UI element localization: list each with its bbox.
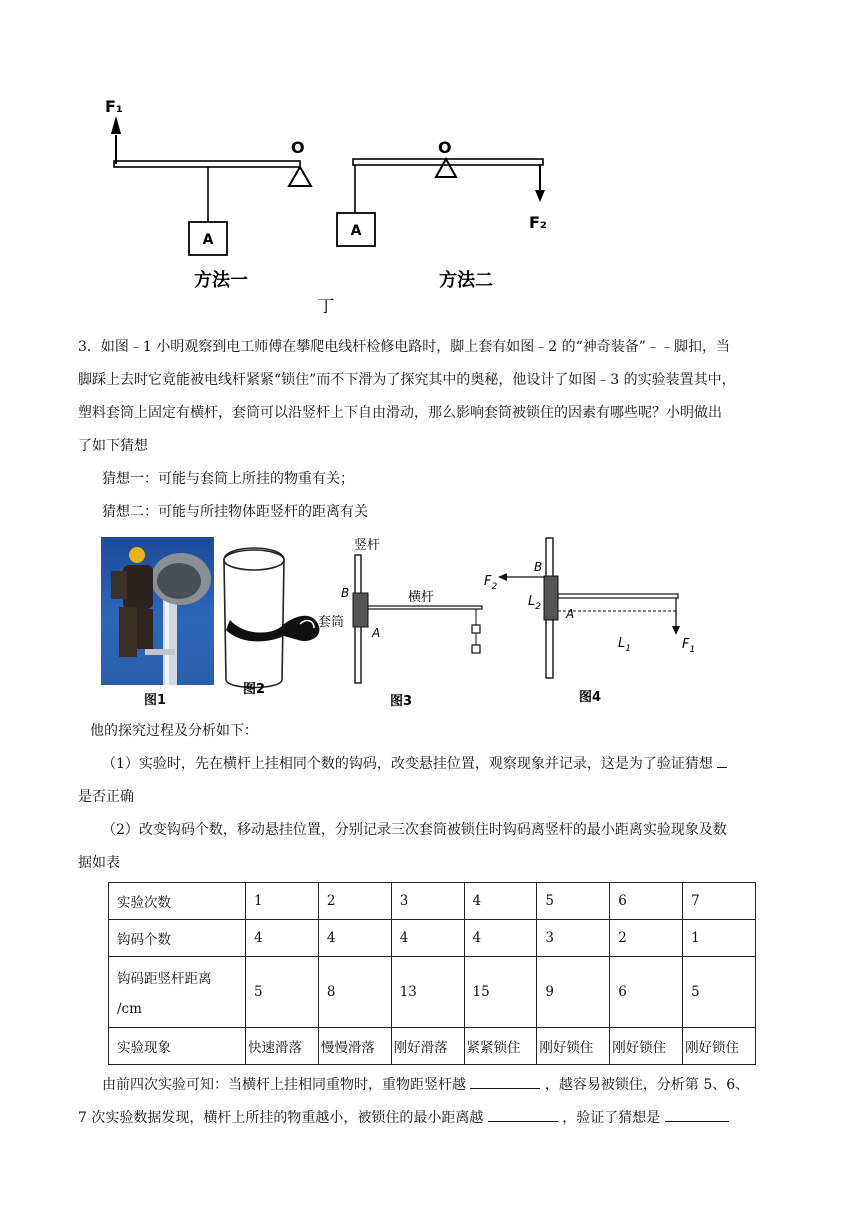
table-cell: 6	[610, 957, 683, 1028]
table-cell: 慢慢滑落	[318, 1028, 391, 1065]
table-cell: 5	[246, 957, 319, 1028]
table-cell: 8	[318, 957, 391, 1028]
conclusion-text	[78, 1069, 782, 1135]
fig4-l1-label: $L_1$	[618, 636, 631, 654]
question-text	[78, 331, 782, 529]
table-row	[109, 1028, 756, 1065]
fulcrum1-icon	[289, 167, 311, 186]
table-cell: 15	[464, 957, 537, 1028]
fig3-weight-1	[472, 625, 480, 633]
fulcrum2-icon	[436, 159, 456, 177]
question-number: 3．	[78, 339, 101, 355]
table-cell: 2	[318, 883, 391, 920]
table-header-cell: 钩码个数	[109, 920, 246, 957]
table-cell: 2	[610, 920, 683, 957]
table-cell: 7	[683, 883, 756, 920]
answer-blank-guess[interactable]	[717, 753, 727, 768]
f2-label: F₂	[529, 213, 547, 232]
fig3-bar	[368, 606, 482, 609]
conclusion-line2: 7 次实验数据发现，横杆上所挂的物重越小，被锁住的最小距离越 ，验证了猜想是	[78, 1102, 782, 1135]
method1-label: 方法一	[194, 270, 248, 291]
process-p1-line2: 是否正确	[78, 789, 134, 805]
experiment-table	[108, 882, 756, 1065]
table-cell: 4	[464, 920, 537, 957]
fig3-b-label: B	[341, 586, 350, 600]
o2-label: O	[438, 138, 452, 157]
lineman-icon	[101, 537, 214, 685]
box-a2-label: A	[350, 223, 362, 239]
table-header-cell: 实验现象	[109, 1028, 246, 1065]
table-cell: 3	[537, 920, 610, 957]
f2-arrowhead-icon	[535, 190, 545, 202]
figure1-photo	[101, 537, 214, 685]
table-cell: 13	[391, 957, 464, 1028]
fig3-bar-label: 横杆	[408, 590, 435, 605]
fig4-f2-label: $F_2$	[484, 574, 498, 592]
table-cell: 刚好锁住	[537, 1028, 610, 1065]
figure4-force-diagram	[482, 535, 712, 710]
process-p2-line1: （2）改变钩码个数，移动悬挂位置，分别记录三次套筒被锁住时钩码离竖杆的最小距离实验现象及数	[102, 822, 727, 838]
guess-1: 猜想一：可能与套筒上所挂的物重有关；	[102, 471, 354, 487]
figure2-caption: 图2	[242, 682, 266, 697]
table-cell: 4	[246, 920, 319, 957]
table-cell: 9	[537, 957, 610, 1028]
fig3-weight-2	[472, 645, 480, 653]
figure-ding-caption: 丁	[317, 297, 335, 317]
table-cell: 4	[318, 920, 391, 957]
table-row	[109, 883, 756, 920]
figure3-apparatus	[340, 533, 500, 708]
fig3-sleeve-label-html: 套筒	[318, 615, 345, 630]
process-p1-line1: （1）实验时，先在横杆上挂相同个数的钩码，改变悬挂位置，观察现象并记录，这是为了验证猜想	[78, 748, 782, 781]
table-cell: 刚好滑落	[391, 1028, 464, 1065]
figure2-foot-clamp	[214, 540, 334, 700]
fig3-a-label: A	[372, 626, 381, 640]
table-cell: 6	[610, 883, 683, 920]
question-line-1: 3．如图﹣1 小明观察到电工师傅在攀爬电线杆检修电路时，脚上套有如图﹣2 的“神奇装备”﹣﹣脚扣，当	[78, 339, 730, 355]
question-line-3: 塑料套筒上固定有横杆，套筒可以沿竖杆上下自由滑动，那么影响套筒被锁住的因素有哪些呢？小明做出	[78, 405, 722, 421]
process-p2-line2: 据如表	[78, 855, 120, 871]
fig4-sleeve	[544, 576, 558, 620]
table-cell: 刚好锁住	[610, 1028, 683, 1065]
guess-2: 猜想二：可能与所挂物体距竖杆的距离有关	[102, 504, 368, 520]
table-cell: 5	[683, 957, 756, 1028]
method2-label: 方法二	[439, 270, 493, 291]
fig3-sleeve	[353, 593, 368, 627]
table-header-cell: 钩码距竖杆距离 /cm	[109, 957, 246, 1028]
table-cell: 刚好锁住	[683, 1028, 756, 1065]
question-line-2: 脚踩上去时它竟能被电线杆紧紧“锁住”而不下滑为了探究其中的奥秘，他设计了如图﹣3 的实验装置其中，	[78, 372, 736, 388]
table-cell: 快速滑落	[246, 1028, 319, 1065]
fig4-l2-label: $L_2$	[528, 594, 541, 612]
table-cell: 紧紧锁住	[464, 1028, 537, 1065]
table-header-cell: 实验次数	[109, 883, 246, 920]
fig3-pole-label: 竖杆	[354, 538, 381, 553]
question-line-4: 了如下猜想	[78, 438, 148, 454]
figure1-caption: 图1	[144, 693, 167, 708]
figure-ding	[100, 90, 560, 320]
table-cell: 1	[246, 883, 319, 920]
table-row	[109, 957, 756, 1028]
process-intro: 他的探究过程及分析如下：	[90, 723, 258, 739]
answer-blank-distance[interactable]	[470, 1074, 540, 1089]
figure4-caption: 图4	[579, 690, 602, 705]
figure3-caption: 图3	[390, 694, 413, 708]
table-row	[109, 920, 756, 957]
conclusion-line1: 由前四次实验可知：当横杆上挂相同重物时，重物距竖杆越 ，越容易被锁住，分析第 5、6、	[78, 1069, 782, 1102]
table-cell: 1	[683, 920, 756, 957]
f1-label: F₁	[105, 97, 123, 116]
fig4-b-label: B	[534, 560, 543, 574]
fig4-a-label: A	[566, 607, 575, 621]
table-cell: 4	[464, 883, 537, 920]
method1-diagram	[105, 97, 311, 291]
lever1	[114, 161, 300, 167]
fig4-f2-arrowhead-icon	[498, 573, 507, 581]
fig4-f1-label: $F_1$	[682, 637, 696, 655]
method2-diagram	[337, 138, 547, 291]
answer-blank-min-distance[interactable]	[488, 1107, 558, 1122]
answer-blank-verified-guess[interactable]	[665, 1107, 729, 1122]
f1-arrowhead-icon	[111, 116, 121, 134]
table-cell: 5	[537, 883, 610, 920]
table-cell: 3	[391, 883, 464, 920]
table-cell: 4	[391, 920, 464, 957]
fig4-bar	[558, 594, 678, 598]
fig4-f1-arrowhead-icon	[672, 626, 680, 635]
process-text	[78, 715, 782, 880]
o1-label: O	[291, 138, 305, 157]
box-a1-label: A	[202, 232, 214, 248]
